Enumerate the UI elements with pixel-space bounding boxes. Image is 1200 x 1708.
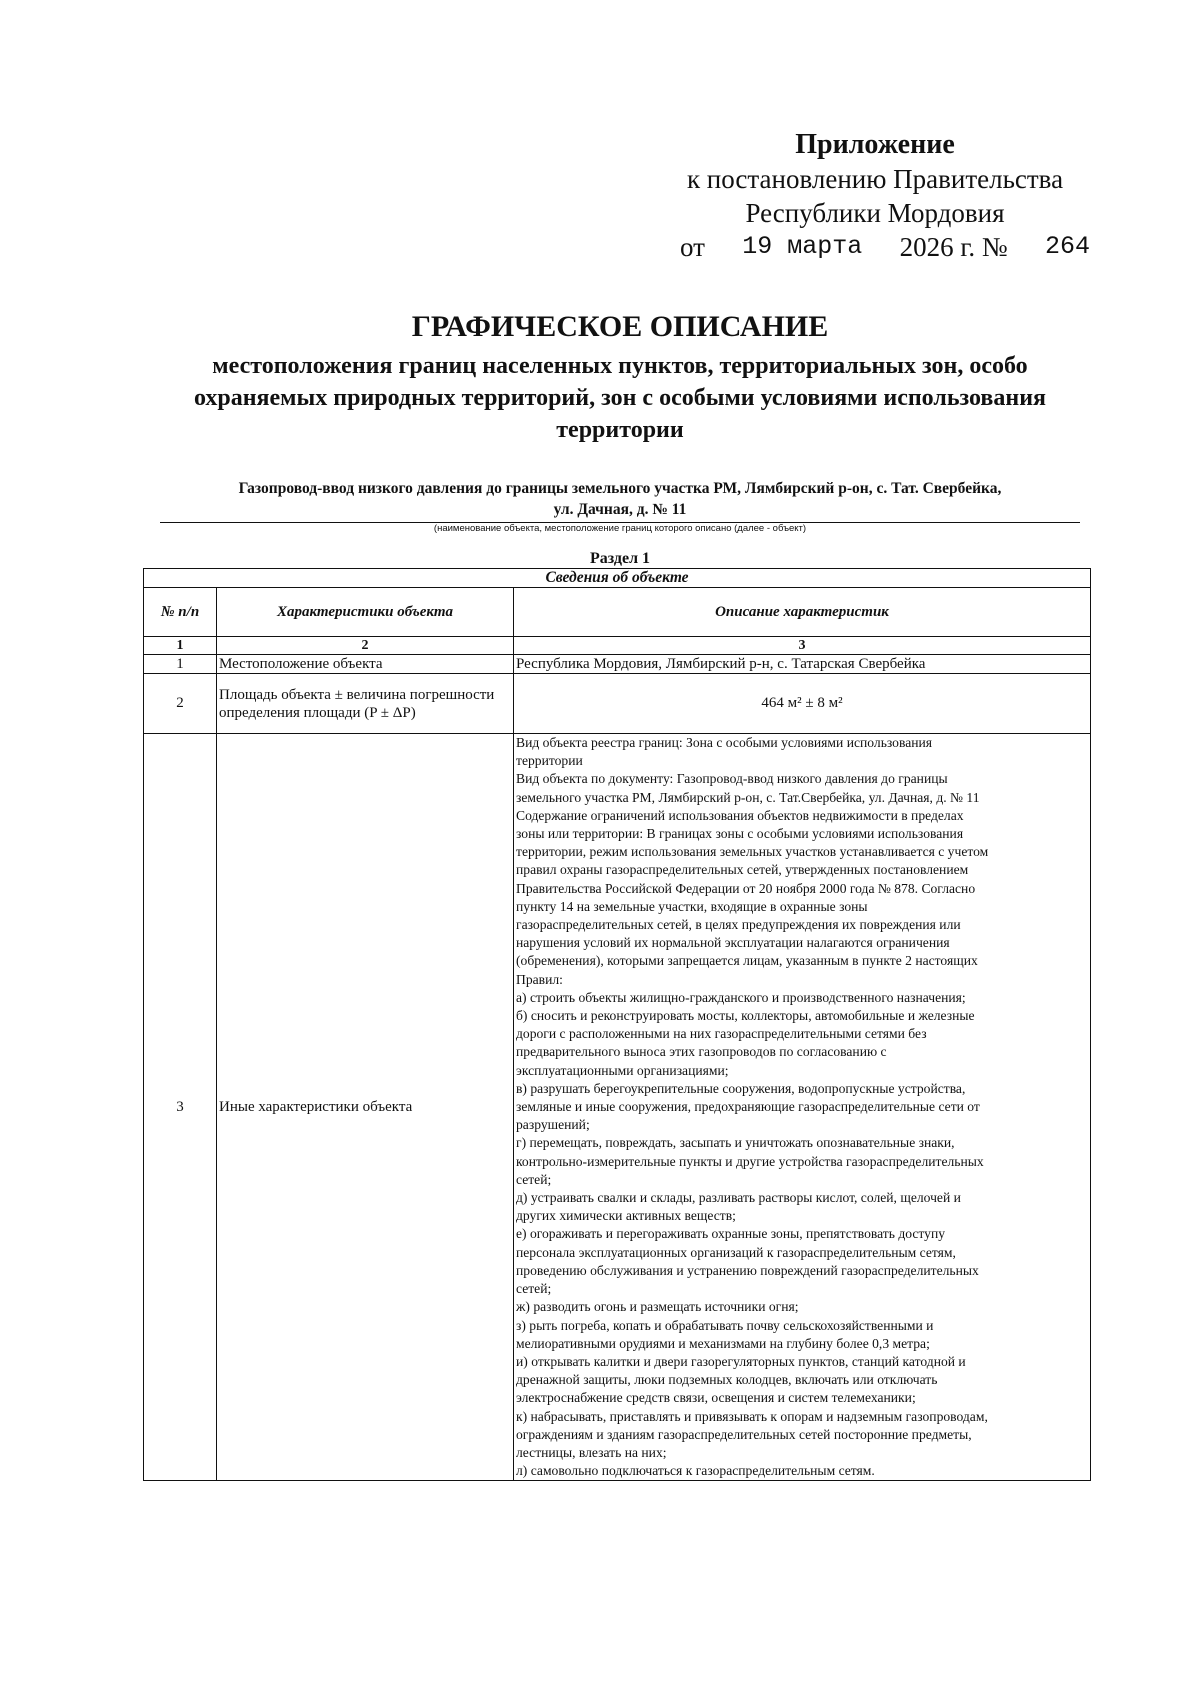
description-line: з) рыть погреба, копать и обрабатывать почву сельскохозяйственными и: [516, 1317, 934, 1333]
row-number: 1: [144, 655, 217, 674]
row-number: 3: [144, 734, 217, 1481]
description-line: персонала эксплуатационных организаций к газораспределительным сетям,: [516, 1244, 956, 1260]
year-label: 2026 г. №: [899, 232, 1008, 262]
table-caption-row: [144, 569, 1091, 588]
description-line: контрольно-измерительные пункты и другие устройства газораспределительных: [516, 1153, 984, 1169]
column-number: 1: [144, 637, 217, 655]
description-line: эксплуатационными организациями;: [516, 1062, 729, 1078]
description-line: ж) разводить огонь и размещать источники огня;: [516, 1299, 799, 1315]
description-line: электроснабжение средств связи, освещения и систем телемеханики;: [516, 1390, 916, 1406]
header-description: Описание характеристик: [514, 588, 1091, 637]
object-info-table: [143, 568, 1091, 1481]
description-line: г) перемещать, повреждать, засыпать и уничтожать опознавательные знаки,: [516, 1135, 955, 1151]
description-line: правил охраны газораспределительных сетей, утвержденных постановлением: [516, 862, 969, 878]
description-line: в) разрушать берегоукрепительные сооружения, водопропускные устройства,: [516, 1080, 966, 1096]
row-value: 464 м² ± 8 м²: [514, 674, 1091, 734]
appendix-title: Приложение: [795, 129, 955, 160]
description-line: газораспределительных сетей, в целях предупреждения их повреждения или: [516, 917, 961, 933]
column-number: 2: [217, 637, 514, 655]
row-value: Республика Мордовия, Лямбирский р-н, с. Татарская Свербейка: [514, 655, 1091, 674]
description-line: пункту 14 на земельные участки, входящие в охранные зоны: [516, 898, 868, 914]
description-line: разрушений;: [516, 1117, 590, 1133]
description-line: мелиоративными орудиями и механизмами на глубину более 0,3 метра;: [516, 1335, 930, 1351]
description-line: проведению обслуживания и устранению повреждений газораспределительных: [516, 1262, 979, 1278]
description-line: б) сносить и реконструировать мосты, коллекторы, автомобильные и железные: [516, 1008, 975, 1024]
description-line: к) набрасывать, приставлять и привязывать к опорам и надземным газопроводам,: [516, 1408, 988, 1424]
header-characteristics: Характеристики объекта: [217, 588, 514, 637]
section-title: Раздел 1: [589, 550, 651, 567]
table-header-row: [144, 588, 1091, 637]
description-line: (обременения), которыми запрещается лицам, указанным в пункте 2 настоящих: [516, 953, 978, 969]
description-line: л) самовольно подключаться к газораспределительным сетям.: [516, 1463, 875, 1479]
row-characteristic: Площадь объекта ± величина погрешности определения площади (P ± ΔP): [217, 674, 514, 734]
table-row: [144, 734, 1091, 1481]
description-line: зоны или территории: В границах зоны с особыми условиями использования: [516, 826, 964, 842]
row-characteristic: Местоположение объекта: [217, 655, 514, 674]
description-line: нарушения условий их нормальной эксплуатации налагаются ограничения: [516, 935, 950, 951]
row-number: 2: [144, 674, 217, 734]
description-line: территории: [516, 753, 583, 769]
description-line: а) строить объекты жилищно-гражданского и производственного назначения;: [516, 989, 966, 1005]
description-line: территории, режим использования земельных участков устанавливается с учетом: [516, 844, 989, 860]
description-line: других химически активных веществ;: [516, 1208, 736, 1224]
object-name-line-2: ул. Дачная, д. № 11: [553, 501, 687, 518]
appendix-line-1: к постановлению Правительства: [686, 164, 1064, 194]
appendix-line-2: Республики Мордовия: [745, 198, 1005, 228]
row-characteristic: Иные характеристики объекта: [217, 734, 514, 1481]
description-line: дороги с расположенными на них газораспределительными сетями без: [516, 1026, 927, 1042]
table-row: [144, 674, 1091, 734]
date-prefix: от: [680, 232, 705, 262]
description-line: Содержание ограничений использования объектов недвижимости в пределах: [516, 807, 964, 823]
description-line: дренажной защиты, люки подземных колодцев, включать или отключать: [516, 1372, 938, 1388]
description-line: сетей;: [516, 1171, 552, 1187]
appendix-block: [660, 128, 1090, 264]
object-name-line-1: Газопровод-ввод низкого давления до границы земельного участка РМ, Лямбирский р-он, с. Тат. Свербейка,: [238, 480, 1002, 497]
column-number: 3: [514, 637, 1091, 655]
description-line: предварительного выноса этих газопроводов по согласованию с: [516, 1044, 887, 1060]
appendix-date-line: [660, 230, 1090, 264]
date-value: 19 марта: [742, 232, 863, 261]
description-line: земельного участка РМ, Лямбирский р-он, с. Тат.Свербейка, ул. Дачная, д. № 11: [516, 789, 980, 805]
description-line: Правил:: [516, 971, 563, 987]
object-name: [160, 478, 1080, 523]
description-line: д) устраивать свалки и склады, разливать растворы кислот, солей, щелочей и: [516, 1190, 961, 1206]
description-line: лестницы, влезать на них;: [516, 1444, 667, 1460]
description-line: ограждениям и зданиям газораспределительных сетей посторонние предметы,: [516, 1426, 972, 1442]
table-row: [144, 655, 1091, 674]
description-line: Вид объекта реестра границ: Зона с особыми условиями использования: [516, 735, 933, 750]
description-line: е) огораживать и перегораживать охранные зоны, препятствовать доступу: [516, 1226, 946, 1242]
object-caption: (наименование объекта, местоположение границ которого описано (далее - объект): [433, 523, 807, 534]
document-subtitle: местоположения границ населенных пунктов, территориальных зон, особо охраняемых природных территорий, зон с особыми условиями использования территории: [193, 353, 1047, 443]
document-title: ГРАФИЧЕСКОЕ ОПИСАНИЕ: [411, 310, 829, 343]
description-line: сетей;: [516, 1281, 552, 1297]
description-line: Правительства Российской Федерации от 20 ноября 2000 года № 878. Согласно: [516, 880, 976, 896]
decree-number: 264: [1044, 232, 1090, 261]
description-line: земляные и иные сооружения, предохраняющие газораспределительные сети от: [516, 1099, 980, 1115]
column-number-row: [144, 637, 1091, 655]
header-number: № п/п: [144, 588, 217, 637]
row-value-restrictions: [514, 734, 1091, 1481]
description-line: Вид объекта по документу: Газопровод-ввод низкого давления до границы: [516, 771, 948, 787]
table-caption: Сведения об объекте: [144, 569, 1091, 588]
description-line: и) открывать калитки и двери газорегуляторных пунктов, станций катодной и: [516, 1353, 966, 1369]
